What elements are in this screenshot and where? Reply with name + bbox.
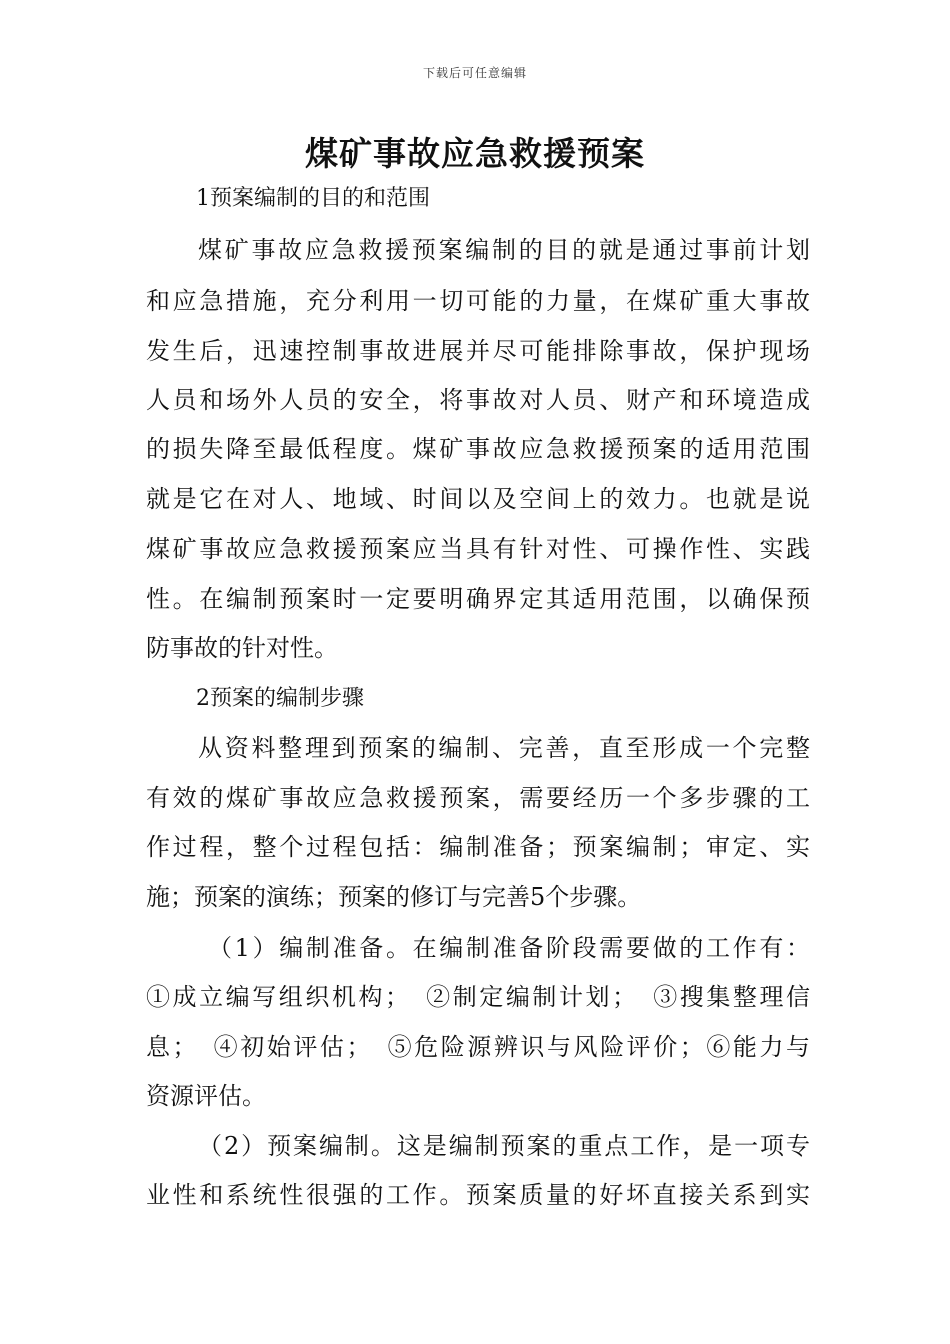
paragraph-line: 从资料整理到预案的编制、完善，直至形成一个完整 xyxy=(198,734,810,762)
paragraph-line: 发生后，迅速控制事故进展并尽可能排除事故，保护现场 xyxy=(146,337,810,365)
paragraph-line: 人员和场外人员的安全，将事故对人员、财产和环境造成 xyxy=(146,386,810,414)
paragraph-line: 资源评估。 xyxy=(146,1082,266,1110)
paragraph-line: 煤矿事故应急救援预案编制的目的就是通过事前计划 xyxy=(198,236,810,264)
paragraph-line: （1）编制准备。在编制准备阶段需要做的工作有： xyxy=(208,934,810,962)
paragraph-line: 息； ④初始评估； ⑤危险源辨识与风险评价；⑥能力与 xyxy=(146,1033,810,1061)
paragraph-line: 作过程，整个过程包括：编制准备；预案编制；审定、实 xyxy=(146,833,810,861)
section-heading: 1预案编制的目的和范围 xyxy=(196,186,430,211)
paragraph-line: 业性和系统性很强的工作。预案质量的好坏直接关系到实 xyxy=(146,1181,810,1209)
page-title: 煤矿事故应急救援预案 xyxy=(305,134,645,173)
header-note: 下载后可任意编辑 xyxy=(422,66,527,80)
paragraph-line: 有效的煤矿事故应急救援预案，需要经历一个多步骤的工 xyxy=(146,784,810,812)
paragraph-line: 性。在编制预案时一定要明确界定其适用范围，以确保预 xyxy=(146,585,810,613)
section-heading: 2预案的编制步骤 xyxy=(196,686,364,711)
paragraph-line: 的损失降至最低程度。煤矿事故应急救援预案的适用范围 xyxy=(146,435,810,463)
paragraph-line: 煤矿事故应急救援预案应当具有针对性、可操作性、实践 xyxy=(146,535,810,563)
paragraph-line: 就是它在对人、地域、时间以及空间上的效力。也就是说 xyxy=(146,485,810,513)
paragraph-line: 防事故的针对性。 xyxy=(146,634,338,662)
paragraph-line: 和应急措施，充分利用一切可能的力量，在煤矿重大事故 xyxy=(146,287,810,315)
paragraph-line: ①成立编写组织机构； ②制定编制计划； ③搜集整理信 xyxy=(146,983,810,1011)
paragraph-line: （2）预案编制。这是编制预案的重点工作，是一项专 xyxy=(198,1132,810,1160)
paragraph-line: 施；预案的演练；预案的修订与完善5个步骤。 xyxy=(146,883,642,911)
